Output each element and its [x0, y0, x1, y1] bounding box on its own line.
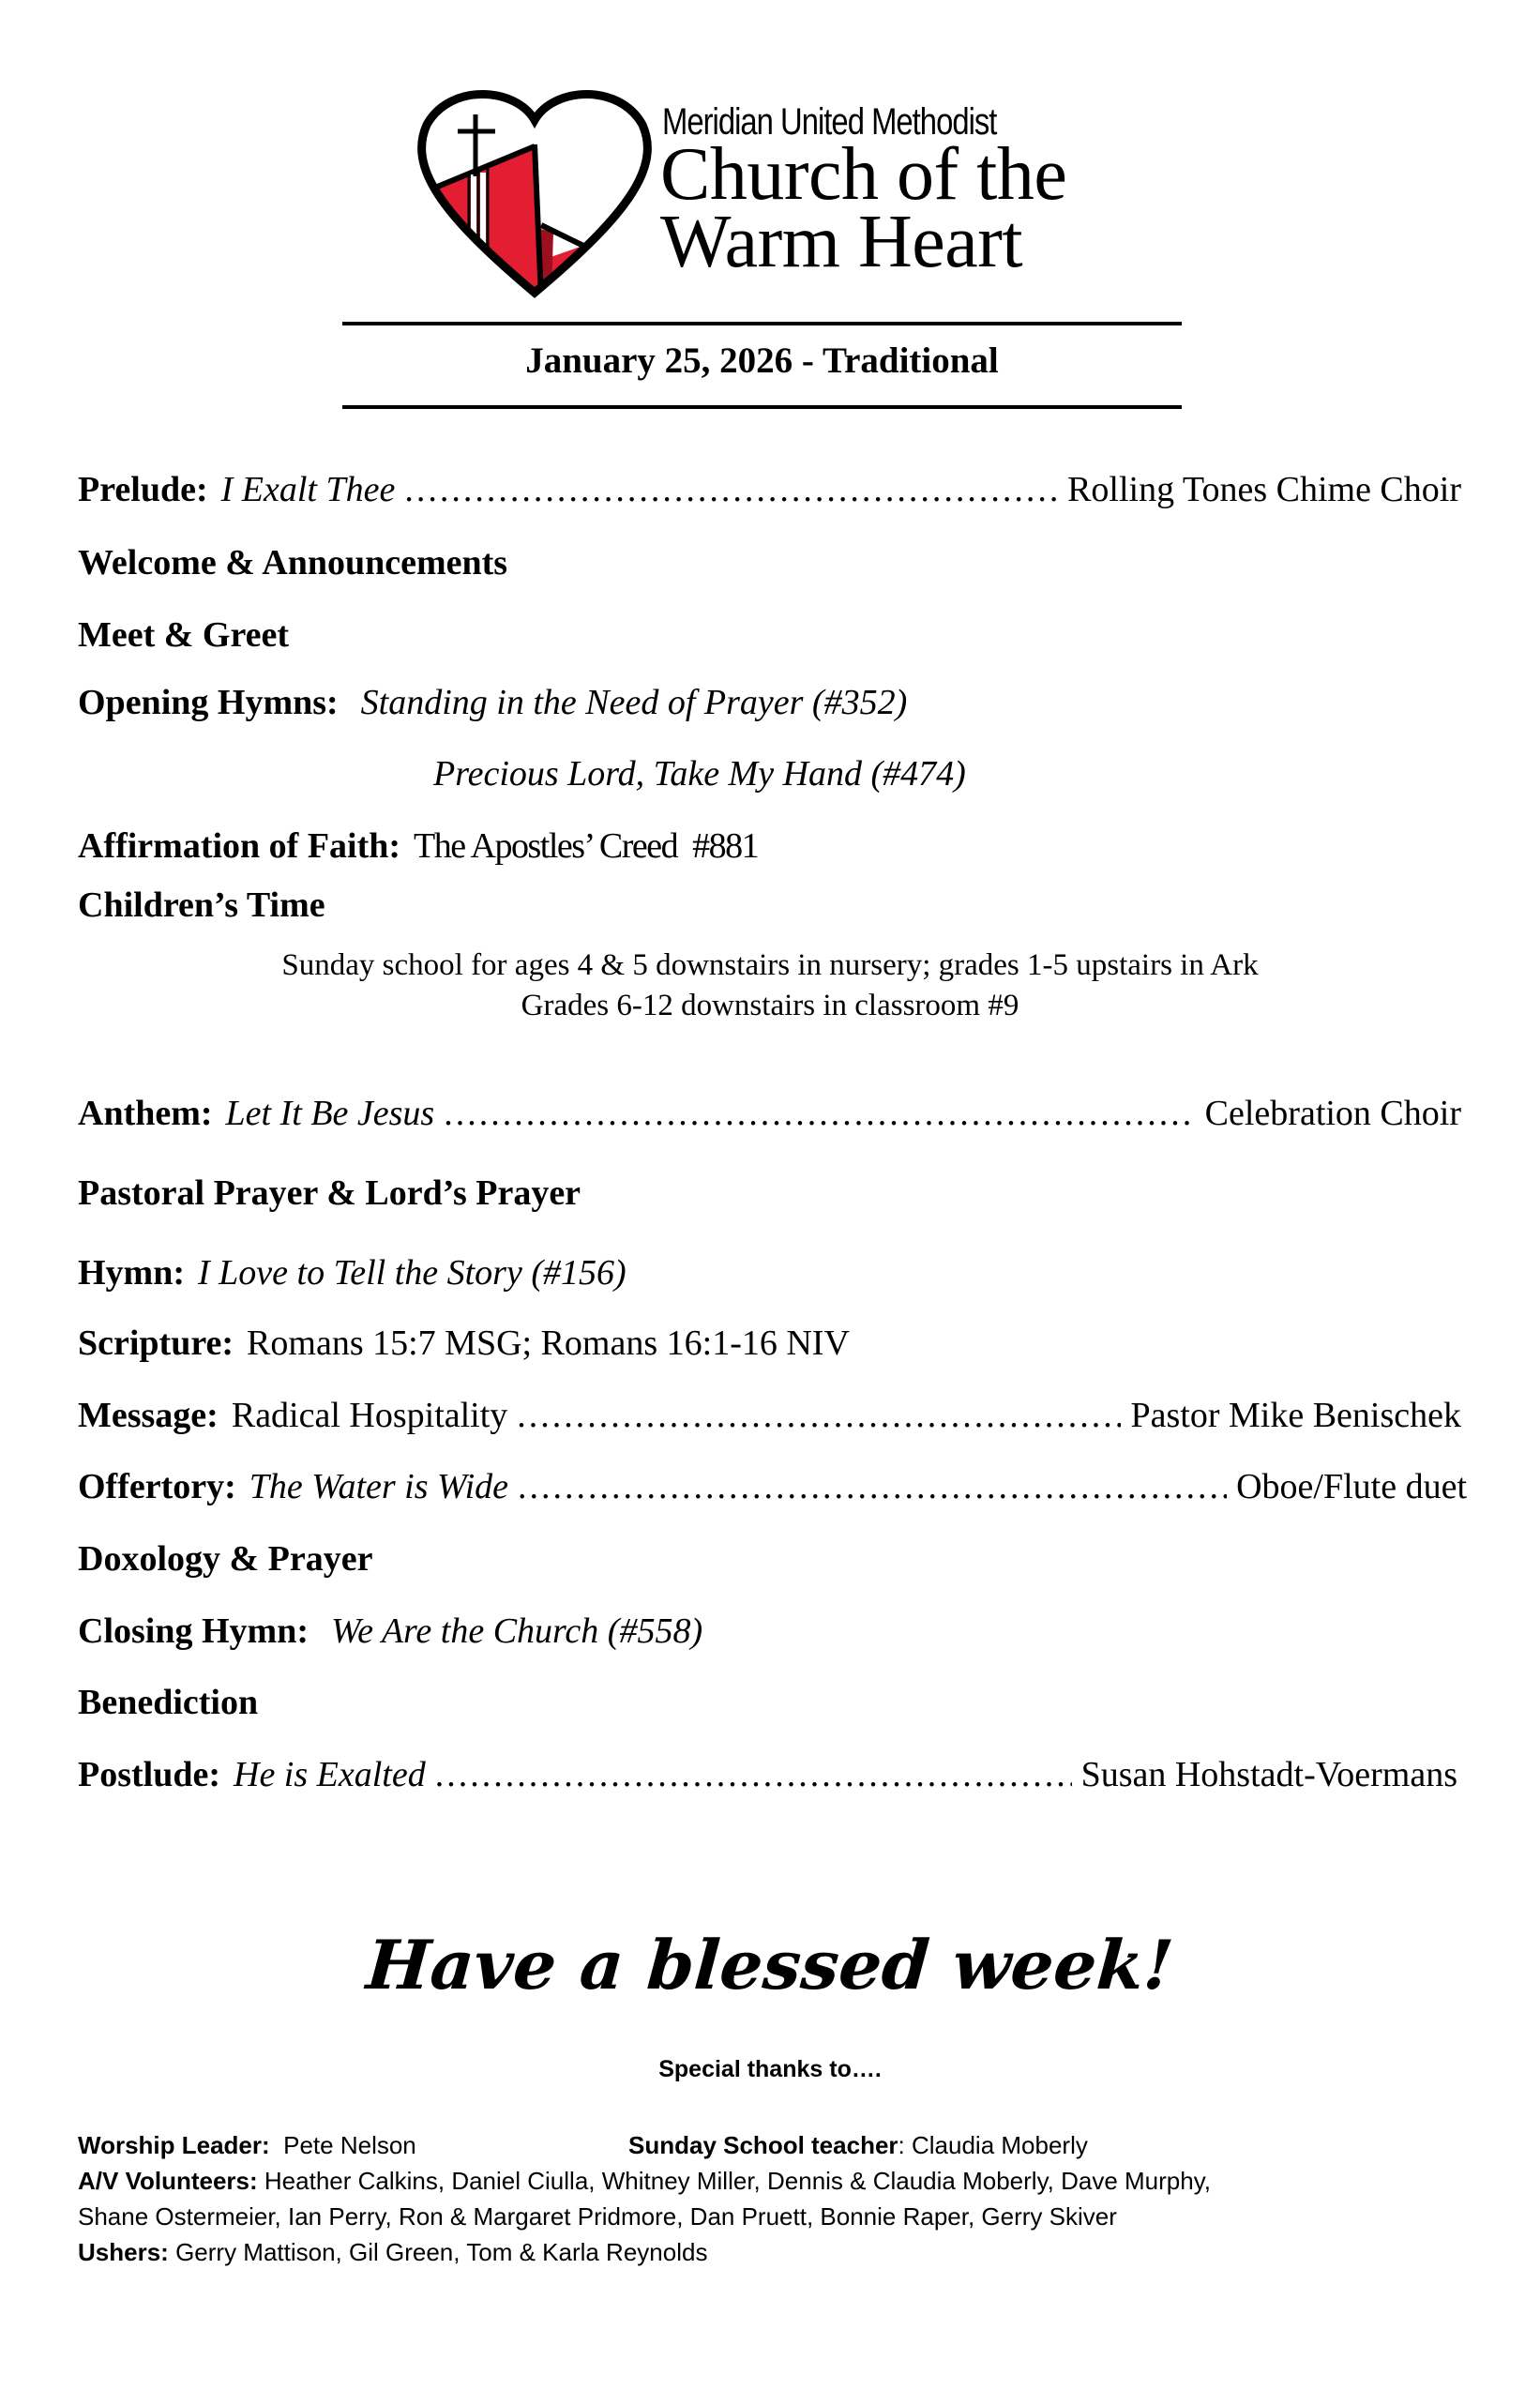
dot-leader: [444, 1093, 1195, 1134]
worship-item-doxology: [78, 1538, 1461, 1580]
worship-leader-label: Worship Leader:: [78, 2131, 270, 2159]
item-label: Welcome & Announcements: [78, 543, 508, 582]
item-label: Scripture:: [78, 1324, 234, 1363]
thanks-worship-leader: [78, 2127, 416, 2163]
item-label: Hymn:: [78, 1253, 185, 1293]
item-label: Offertory:: [78, 1467, 236, 1506]
item-label: Prelude:: [78, 470, 208, 509]
childrens-note-line2: Grades 6-12 downstairs in classroom #9: [521, 989, 1019, 1022]
org-name-small: Meridian United Methodist: [662, 101, 997, 143]
item-label: Anthem:: [78, 1094, 213, 1133]
dot-leader: [435, 1754, 1072, 1795]
worship-item-closing-hymn: [78, 1611, 1461, 1652]
worship-item-affirmation: [78, 825, 1461, 867]
item-label: Benediction: [78, 1683, 259, 1722]
worship-leader-name: Pete Nelson: [283, 2131, 416, 2159]
special-thanks-heading: Special thanks to….: [658, 2056, 882, 2082]
item-label: Closing Hymn:: [78, 1611, 309, 1651]
worship-item-scripture: [78, 1323, 1461, 1364]
item-label: Pastoral Prayer & Lord’s Prayer: [78, 1173, 581, 1213]
worship-item-benediction: [78, 1682, 1461, 1723]
worship-item-hymn: [78, 1252, 1461, 1293]
childrens-note-line1: Sunday school for ages 4 & 5 downstairs in nursery; grades 1-5 upstairs in Ark: [281, 948, 1259, 982]
item-title: Radical Hospitality: [231, 1396, 508, 1435]
divider-bottom: [342, 405, 1182, 409]
worship-item-opening-hymns: [78, 682, 1461, 723]
ushers-label: Ushers:: [78, 2238, 169, 2266]
org-name-large: [660, 133, 1067, 283]
item-performer: Rolling Tones Chime Choir: [1067, 470, 1461, 509]
colon: :: [898, 2131, 905, 2159]
org-name-line2: Warm Heart: [660, 201, 1023, 283]
worship-item-offertory: [78, 1466, 1467, 1507]
item-performer: Pastor Mike Benischek: [1130, 1396, 1461, 1435]
thanks-av-volunteers: [78, 2163, 1211, 2199]
closing-message: Have a blessed week!: [364, 1925, 1176, 2004]
worship-item-childrens-time: [78, 885, 1461, 926]
thanks-sunday-school: [628, 2127, 1088, 2163]
divider-top: [342, 322, 1182, 325]
item-label: Message:: [78, 1396, 219, 1435]
childrens-note: [0, 945, 1540, 1026]
item-label: Affirmation of Faith:: [78, 826, 401, 866]
heart-with-cross-logo-icon: [413, 83, 657, 298]
org-name-line1: Church of the: [660, 133, 1067, 216]
worship-item-postlude: [78, 1754, 1457, 1795]
item-label: Meet & Greet: [78, 615, 290, 655]
item-title: We Are the Church (#558): [330, 1611, 703, 1651]
item-title: Precious Lord, Take My Hand (#474): [433, 754, 966, 794]
worship-item-anthem: [78, 1093, 1461, 1134]
worship-item-welcome: [78, 542, 1461, 583]
av-names-line1: Heather Calkins, Daniel Ciulla, Whitney Miller, Dennis & Claudia Moberly, Dave Murphy,: [264, 2167, 1212, 2195]
dot-leader: [404, 469, 1058, 510]
sunday-school-name: Claudia Moberly: [912, 2131, 1088, 2159]
item-label: Opening Hymns:: [78, 683, 339, 722]
dot-leader: [517, 1395, 1121, 1436]
item-performer: Celebration Choir: [1204, 1094, 1461, 1133]
dot-leader: [518, 1466, 1227, 1507]
item-title: The Apostles’ Creed #881: [414, 826, 759, 866]
worship-item-meet-greet: [78, 614, 1461, 656]
item-label: Doxology & Prayer: [78, 1539, 373, 1579]
av-names-line2: Shane Ostermeier, Ian Perry, Ron & Margaret Pridmore, Dan Pruett, Bonnie Raper, Gerry Skiver: [78, 2202, 1117, 2231]
service-date-title: January 25, 2026 - Traditional: [525, 340, 999, 381]
worship-item-pastoral-prayer: [78, 1172, 1461, 1214]
ushers-names: Gerry Mattison, Gil Green, Tom & Karla Reynolds: [175, 2238, 708, 2266]
thanks-av-volunteers-cont: [78, 2199, 1117, 2234]
item-performer: Oboe/Flute duet: [1236, 1467, 1467, 1506]
worship-item-prelude: [78, 469, 1461, 510]
item-title: I Love to Tell the Story (#156): [198, 1253, 627, 1293]
item-title: Standing in the Need of Prayer (#352): [360, 683, 908, 722]
item-title: Romans 15:7 MSG; Romans 16:1-16 NIV: [247, 1324, 850, 1363]
item-performer: Susan Hohstadt-Voermans: [1080, 1755, 1457, 1794]
item-title: I Exalt Thee: [220, 470, 396, 509]
item-label: Children’s Time: [78, 885, 325, 925]
item-title: He is Exalted: [234, 1755, 426, 1794]
item-label: Postlude:: [78, 1755, 220, 1794]
worship-item-opening-hymn-2: [433, 753, 1461, 794]
worship-item-message: [78, 1395, 1461, 1436]
item-title: The Water is Wide: [249, 1467, 508, 1506]
item-title: Let It Be Jesus: [225, 1094, 435, 1133]
sunday-school-label: Sunday School teacher: [628, 2131, 898, 2159]
thanks-ushers: [78, 2234, 707, 2270]
av-label: A/V Volunteers:: [78, 2167, 258, 2195]
